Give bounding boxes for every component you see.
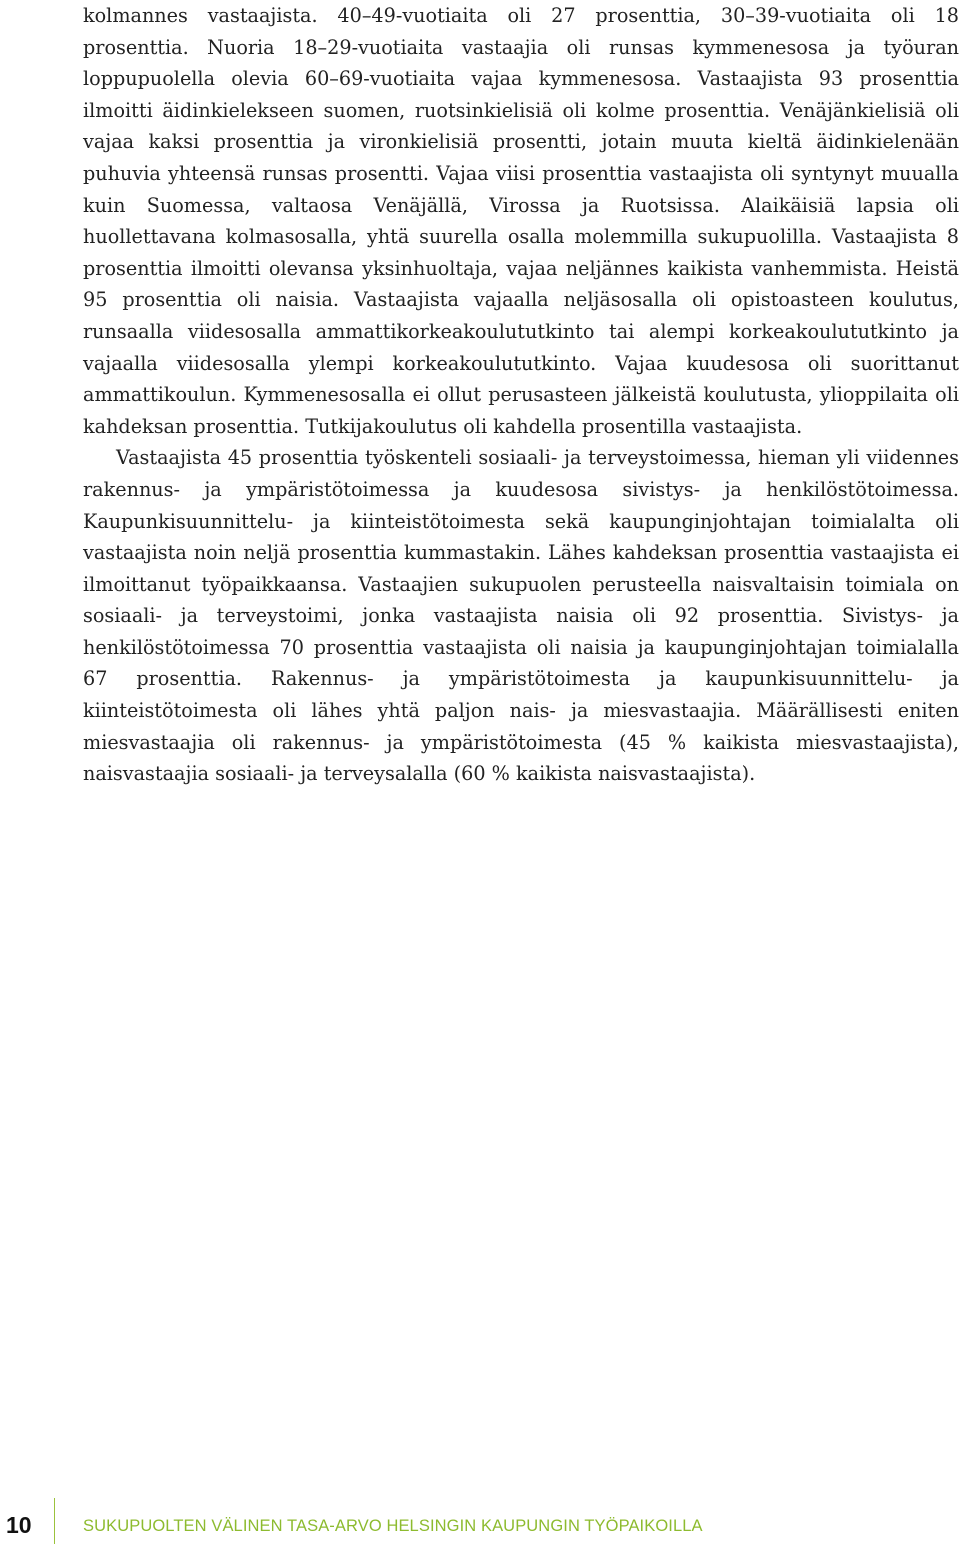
paragraph-respondent-background: kolmannes vastaajista. 40–49-vuotiaita oli 27 prosenttia, 30–39-vuotiaita oli 18 prosenttia. Nuoria 18–29-vuotiaita vastaajia oli runsas kymmenesosa ja työuran loppupuolella olevia 60–69-vuotiaita vajaa kymmenesosa. Vastaajista 93 prosenttia ilmoitti äidinkielekseen suomen, ruotsinkielisiä oli kolme prosenttia. Venäjänkielisiä oli vajaa kaksi prosenttia ja vironkielisiä prosentti, jotain muuta kieltä äidinkielenään puhuvia yhteensä runsas prosentti. Vajaa viisi prosenttia vastaajista oli syntynyt muualla kuin Suomessa, valtaosa Venäjällä, Virossa ja Ruotsissa. Alaikäisiä lapsia oli huollettavana kolmasosalla, yhtä suurella osalla molemmilla sukupuolilla. Vastaajista 8 prosenttia ilmoitti olevansa yksinhuoltaja, vajaa neljännes kaikista vanhemmista. Heistä 95 prosenttia oli naisia. Vastaajista vajaalla neljäsosalla oli opistoasteen koulutus, runsaalla viidesosalla ammattikorkeakoulututkinto tai alempi korkeakoulututkinto ja vajaalla viidesosalla ylempi korkeakoulututkinto. Vajaa kuudesosa oli suorittanut ammattikoulun. Kymmenesosalla ei ollut perusasteen jälkeistä koulutusta, ylioppilaita oli kahdeksan prosenttia. Tutkijakoulutus oli kahdella prosentilla vastaajista. [83, 4, 959, 438]
body-text [83, 0, 959, 790]
page-footer [0, 1512, 960, 1540]
page-number: 10 [6, 1512, 32, 1538]
paragraph-respondent-sectors: Vastaajista 45 prosenttia työskenteli sosiaali- ja terveystoimessa, hieman yli viidennes rakennus- ja ympäristötoimessa ja kuudesosa sivistys- ja henkilöstötoimessa. Kaupunkisuunnittelu- ja kiinteistötoimesta sekä kaupunginjohtajan toimialalta oli vastaajista noin neljä prosenttia kummastakin. Lähes kahdeksan prosenttia vastaajista ei ilmoittanut työpaikkaansa. Vastaajien sukupuolen perusteella naisvaltaisin toimiala on sosiaali- ja terveystoimi, jonka vastaajista naisia oli 92 prosenttia. Sivistys- ja henkilöstötoimessa 70 prosenttia vastaajista oli naisia ja kaupunginjohtajan toimialalla 67 prosenttia. Rakennus- ja ympäristötoimesta ja kaupunkisuunnittelu- ja kiinteistötoimesta oli lähes yhtä paljon nais- ja miesvastaajia. Määrällisesti eniten miesvastaajia oli rakennus- ja ympäristötoimesta (45 % kaikista miesvastaajista), naisvastaajia sosiaali- ja terveysalalla (60 % kaikista naisvastaajista). [83, 446, 959, 786]
running-title: SUKUPUOLTEN VÄLINEN TASA-ARVO HELSINGIN KAUPUNGIN TYÖPAIKOILLA [83, 1517, 703, 1535]
footer-divider [54, 1498, 55, 1544]
